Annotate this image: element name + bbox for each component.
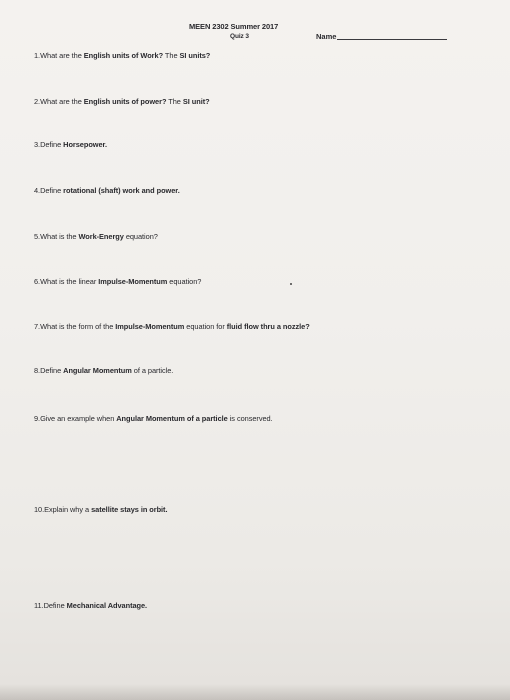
question-text: What is the bbox=[40, 232, 79, 241]
question-11 bbox=[34, 601, 147, 610]
question-number: 9. bbox=[34, 414, 41, 423]
question-5 bbox=[34, 232, 158, 241]
question-text: What are the bbox=[40, 97, 84, 106]
question-bold-text: rotational (shaft) work and power. bbox=[63, 186, 180, 195]
question-number: 4. bbox=[34, 186, 41, 195]
question-number: 8. bbox=[34, 366, 41, 375]
question-number: 7. bbox=[34, 322, 41, 331]
question-text: Explain why a bbox=[44, 505, 92, 514]
question-number: 3. bbox=[34, 140, 41, 149]
question-number: 11. bbox=[34, 601, 44, 610]
name-label: Name bbox=[316, 32, 337, 41]
quiz-subtitle: Quiz 3 bbox=[230, 33, 249, 40]
question-bold-text: English units of power? bbox=[83, 97, 167, 106]
name-field bbox=[316, 32, 447, 41]
question-text: equation? bbox=[123, 232, 158, 241]
pen-mark bbox=[290, 283, 292, 285]
question-text: Define bbox=[40, 366, 64, 375]
question-3 bbox=[34, 140, 107, 149]
question-8 bbox=[34, 366, 173, 375]
question-text: Define bbox=[40, 186, 64, 195]
question-bold-text: Angular Momentum bbox=[63, 366, 132, 375]
question-bold-text: fluid flow thru a nozzle? bbox=[226, 322, 310, 331]
question-text: Define bbox=[40, 140, 64, 149]
question-text: What is the form of the bbox=[40, 322, 116, 331]
question-2 bbox=[34, 97, 210, 106]
question-bold-text: Work-Energy bbox=[78, 232, 124, 241]
question-bold-text: English units of Work? bbox=[83, 51, 164, 60]
question-text: equation for bbox=[184, 322, 227, 331]
question-9 bbox=[34, 414, 273, 423]
question-bold-text: Impulse-Momentum bbox=[98, 277, 168, 286]
question-10 bbox=[34, 505, 167, 514]
question-7 bbox=[34, 322, 310, 331]
question-bold-text: Mechanical Advantage. bbox=[66, 601, 148, 610]
question-text: What are the bbox=[40, 51, 84, 60]
question-number: 6. bbox=[34, 277, 41, 286]
question-number: 1. bbox=[34, 51, 41, 60]
question-text: The bbox=[163, 51, 180, 60]
question-text: is conserved. bbox=[227, 414, 273, 423]
question-bold-text: SI unit? bbox=[182, 97, 210, 106]
question-6 bbox=[34, 277, 201, 286]
question-bold-text: Impulse-Momentum bbox=[115, 322, 185, 331]
question-text: Give an example when bbox=[40, 414, 117, 423]
question-text: The bbox=[166, 97, 183, 106]
question-bold-text: satellite stays in orbit. bbox=[91, 505, 168, 514]
question-bold-text: Angular Momentum of a particle bbox=[116, 414, 228, 423]
question-text: equation? bbox=[167, 277, 202, 286]
name-blank-line bbox=[337, 39, 447, 40]
question-text: What is the linear bbox=[40, 277, 99, 286]
question-text: of a particle. bbox=[131, 366, 174, 375]
question-1 bbox=[34, 51, 210, 60]
question-number: 5. bbox=[34, 232, 41, 241]
question-4 bbox=[34, 186, 180, 195]
question-bold-text: Horsepower. bbox=[63, 140, 107, 149]
question-number: 10. bbox=[34, 505, 45, 514]
question-bold-text: SI units? bbox=[179, 51, 211, 60]
question-number: 2. bbox=[34, 97, 41, 106]
course-title: MEEN 2302 Summer 2017 bbox=[189, 22, 279, 31]
question-text: Define bbox=[43, 601, 67, 610]
